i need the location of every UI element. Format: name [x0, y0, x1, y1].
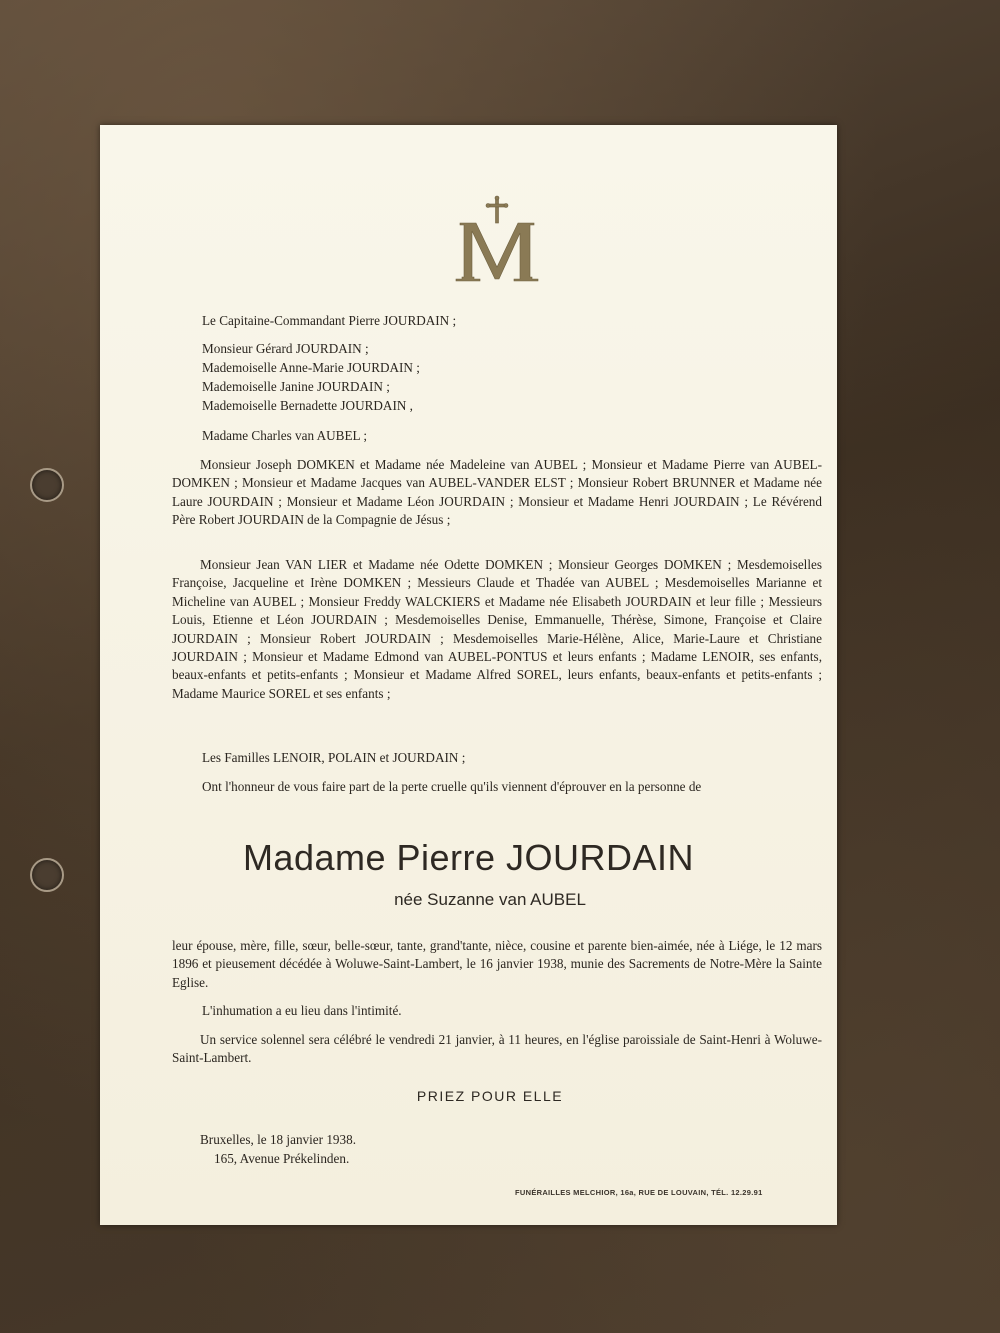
- inhumation-line: L'inhumation a eu lieu dans l'intimité.: [202, 1003, 402, 1018]
- binder-hole-bottom: [30, 858, 64, 892]
- place-date-line: Bruxelles, le 18 janvier 1938.: [200, 1132, 357, 1147]
- child-line: Monsieur Gérard JOURDAIN ;: [202, 341, 369, 356]
- siblings-paragraph: Monsieur Joseph DOMKEN et Madame née Madeleine van AUBEL ; Monsieur et Madame Pierre van AUBEL-DOMKEN ; Monsieur et Madame Jacques van AUBEL-VANDER ELST ; Monsieur Robert BRUNNER et Madame née Laure JOURDAIN ; Monsieur et Madame Léon JOURDAIN ; Monsieur et Madame Henri JOURDAIN ; Le Révérend Père Robert JOURDAIN de la Compagnie de Jésus ;: [172, 457, 822, 528]
- families-line: Les Familles LENOIR, POLAIN et JOURDAIN ;: [202, 750, 466, 765]
- service-paragraph: Un service solennel sera célébré le vendredi 21 janvier, à 11 heures, en l'église paroissiale de Saint-Henri à Woluwe-Saint-Lambert.: [172, 1032, 822, 1066]
- binder-hole-top: [30, 468, 64, 502]
- cross-M-monogram-icon: [448, 195, 548, 285]
- honour-line: Ont l'honneur de vous faire part de la perte cruelle qu'ils viennent d'éprouver en la personne de: [202, 779, 702, 794]
- description-paragraph: leur épouse, mère, fille, sœur, belle-sœur, tante, grand'tante, nièce, cousine et parente bien-aimée, née à Liége, le 12 mars 1896 et pieusement décédée à Woluwe-Saint-Lambert, le 16 janvier 1938, munie des Sacrements de Notre-Mère la Sainte Eglise.: [172, 938, 822, 990]
- prayer-line: PRIEZ POUR ELLE: [416, 1088, 564, 1104]
- capitaine-line: Le Capitaine-Commandant Pierre JOURDAIN ;: [202, 313, 457, 328]
- child-line: Mademoiselle Janine JOURDAIN ;: [202, 379, 390, 394]
- mother-line: Madame Charles van AUBEL ;: [202, 428, 368, 443]
- deceased-name: Madame Pierre JOURDAIN: [242, 837, 695, 878]
- address-line: 165, Avenue Prékelinden.: [214, 1151, 350, 1166]
- child-line: Mademoiselle Anne-Marie JOURDAIN ;: [202, 360, 420, 375]
- funeral-notice-card: [100, 125, 837, 1225]
- nephews-paragraph: Monsieur Jean VAN LIER et Madame née Odette DOMKEN ; Monsieur Georges DOMKEN ; Mesdemoiselles Françoise, Jacqueline et Irène DOMKEN ; Messieurs Claude et Thadée van AUBEL ; Mesdemoiselles Marianne et Micheline van AUBEL ; Monsieur Freddy WALCKIERS et Madame née Elisabeth JOURDAIN et leur fille ; Messieurs Louis, Etienne et Léon JOURDAIN ; Mesdemoiselles Denise, Emmanuelle, Thérèse, Simone, Françoise et Claire JOURDAIN ; Monsieur Robert JOURDAIN ; Mesdemoiselles Marie-Hélène, Alice, Marie-Laure et Christiane JOURDAIN ; Monsieur et Madame Edmond van AUBEL-PONTUS et leurs enfants ; Madame LENOIR, ses enfants, beaux-enfants et petits-enfants ; Monsieur et Madame Alfred SOREL, leurs enfants, beaux-enfants et petits-enfants ; Madame Maurice SOREL et ses enfants ;: [172, 557, 822, 701]
- undertaker-footer: FUNÉRAILLES MELCHIOR, 16a, RUE DE LOUVAIN, TÉL. 12.29.91: [515, 1188, 763, 1197]
- deceased-maiden-name: née Suzanne van AUBEL: [394, 890, 586, 909]
- child-line: Mademoiselle Bernadette JOURDAIN ,: [202, 398, 413, 413]
